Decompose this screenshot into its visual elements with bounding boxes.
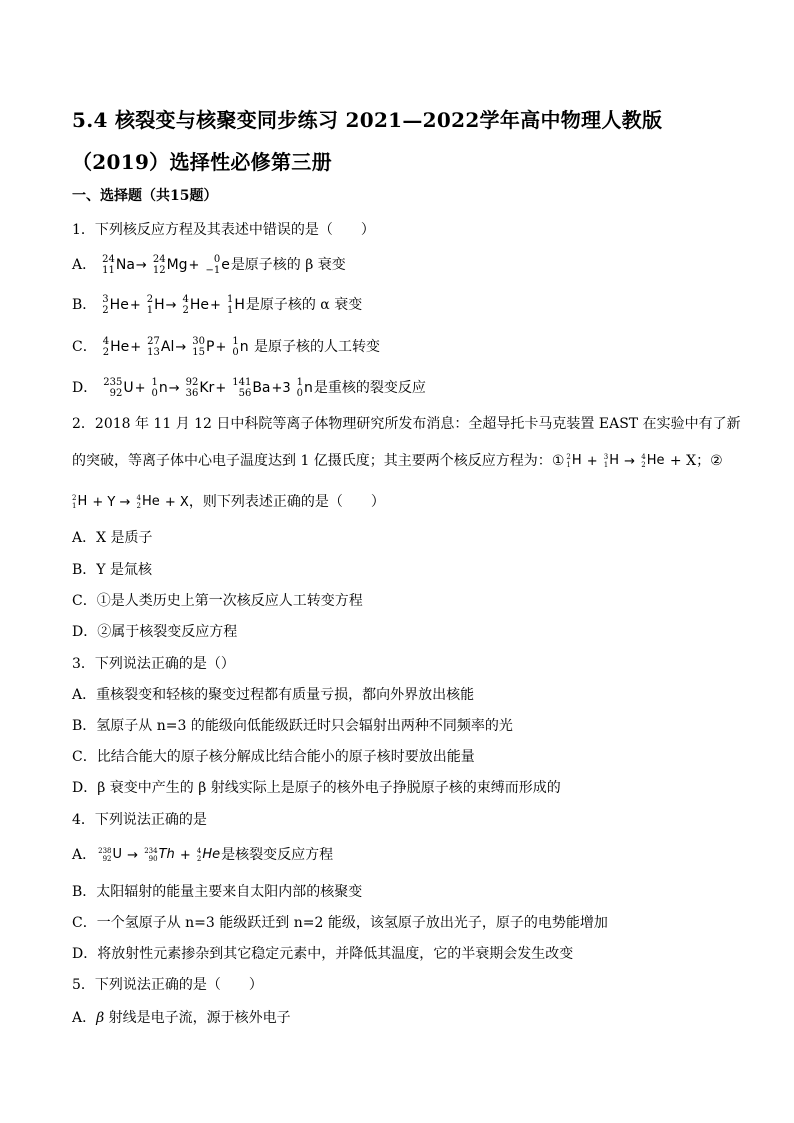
nuclide: 1 0 n <box>232 336 249 358</box>
option-label: A． <box>72 847 97 863</box>
nuclide: 4 2 He <box>102 336 130 358</box>
option-text: 是原子核的 β 衰变 <box>230 257 346 273</box>
q1-option-d: D． 235 92 U+ 1 0 n→ 92 36 Kr+ 141 56 Ba+3 1 0 n是重核的裂变反应 <box>72 377 426 399</box>
option-label: A． <box>72 257 97 273</box>
option-text: 是核裂变反应方程 <box>221 847 334 863</box>
q3-option-c: C．比结合能大的原子核分解成比结合能小的原子核时要放出能量 <box>72 749 475 765</box>
nuclide: 4 2 He <box>136 494 160 510</box>
q3-option-d: D．β 衰变中产生的 β 射线实际上是原子的核外电子挣脱原子核的束缚而形成的 <box>72 780 561 796</box>
option-text: 射线是电子流，源于核外电子 <box>104 1010 291 1026</box>
question-1-stem: 1．下列核反应方程及其表述中错误的是（ ） <box>72 222 375 238</box>
nuclide: 141 56 Ba <box>232 377 271 399</box>
nuclide: 235 92 U <box>103 377 134 399</box>
nuclide: 24 12 Mg <box>152 254 188 276</box>
question-3-stem: 3．下列说法正确的是（） <box>72 656 235 672</box>
nuclide: 1 0 n <box>296 377 313 399</box>
section-heading: 一、选择题（共15题） <box>72 188 218 204</box>
option-label: C． <box>72 339 97 355</box>
question-5-stem: 5．下列说法正确的是（ ） <box>72 977 263 993</box>
question-2-tail: ，则下列表述正确的是（ ） <box>188 494 385 510</box>
option-label: B． <box>72 297 97 313</box>
option-text: 是原子核的 α 衰变 <box>245 297 363 313</box>
q1-option-b: B． 3 2 He+ 2 1 H→ 4 2 He+ 1 1 H是原子核的 α 衰变 <box>72 294 363 316</box>
nuclide: 4 2 He <box>641 453 665 469</box>
q2-option-c: C．①是人类历史上第一次核反应人工转变方程 <box>72 593 363 609</box>
beta-symbol: β <box>96 1010 105 1026</box>
equation-marker: ② <box>710 453 723 469</box>
option-text: 是重核的裂变反应 <box>313 380 426 396</box>
q4-option-d: D．将放射性元素掺杂到其它稳定元素中，并降低其温度，它的半衰期会发生改变 <box>72 946 574 962</box>
nuclide: 2 1 H <box>566 453 582 469</box>
question-2-text: 的突破，等离子体中心电子温度达到 1 亿摄氏度；其主要两个核反应方程为： <box>72 453 552 469</box>
nuclide: 27 13 Al <box>147 336 175 358</box>
nuclide: 92 36 Kr <box>185 377 215 399</box>
nuclide: 2 1 H <box>146 294 165 316</box>
option-text: 是原子核的人工转变 <box>249 339 381 355</box>
nuclide: 234 90 Th <box>144 847 175 863</box>
q4-option-c: C．一个氢原子从 n=3 能级跃迁到 n=2 能级，该氢原子放出光子，原子的电势能增加 <box>72 915 608 931</box>
option-label: A． <box>72 1010 97 1026</box>
document-title-line1: 5.4 核裂变与核聚变同步练习 2021—2022学年高中物理人教版 <box>72 108 663 132</box>
nuclide: 30 15 P <box>192 336 215 358</box>
q5-option-a <box>72 1008 291 1028</box>
q2-option-b: B．Y 是氚核 <box>72 562 152 578</box>
q4-option-b: B．太阳辐射的能量主要来自太阳内部的核聚变 <box>72 884 363 900</box>
q3-option-a: A．重核裂变和轻核的聚变过程都有质量亏损，都向外界放出核能 <box>72 687 475 703</box>
q3-option-b: B．氢原子从 n=3 的能级向低能级跃迁时只会辐射出两种不同频率的光 <box>72 718 513 734</box>
nuclide: 4 2 He <box>196 847 221 863</box>
document-title-line2: （2019）选择性必修第三册 <box>72 150 332 174</box>
question-2-line3: 2 1 H + Y → 4 2 He + X，则下列表述正确的是（ ） <box>72 494 385 510</box>
q4-option-a: A． 238 92 U → 234 90 Th + 4 2 He是核裂变反应方程 <box>72 847 334 863</box>
nuclide: 24 11 Na <box>102 254 135 276</box>
question-2-line1: 2．2018 年 11 月 12 日中科院等离子体物理研究所发布消息：全超导托卡马克装置 EAST 在实验中有了新 <box>72 416 741 432</box>
q2-option-d: D．②属于核裂变反应方程 <box>72 624 238 640</box>
nuclide: 0 −1 e <box>205 254 230 276</box>
nuclide: 238 92 U <box>98 847 123 863</box>
q2-option-a: A．X 是质子 <box>72 530 153 546</box>
q1-option-a: A． 24 11 Na→ 24 12 Mg+ 0 −1 e是原子核的 β 衰变 <box>72 254 346 276</box>
nuclide: 3 2 He <box>102 294 129 316</box>
nuclide: 3 1 H <box>603 453 620 469</box>
nuclide: 4 2 He <box>182 294 210 316</box>
equation-marker: ① <box>551 453 565 469</box>
nuclide: 1 0 n <box>151 377 168 399</box>
q1-option-c: C． 4 2 He+ 27 13 Al→ 30 15 P+ 1 0 n 是原子核的人工转变 <box>72 336 381 358</box>
question-2-line2: 的突破，等离子体中心电子温度达到 1 亿摄氏度；其主要两个核反应方程为：① 2 1 H + 3 1 H → 4 2 He + X；② <box>72 453 723 469</box>
nuclide: 1 1 H <box>226 294 245 316</box>
nuclide: 2 1 H <box>72 494 88 510</box>
question-4-stem: 4．下列说法正确的是 <box>72 812 207 828</box>
option-label: D． <box>72 380 98 396</box>
